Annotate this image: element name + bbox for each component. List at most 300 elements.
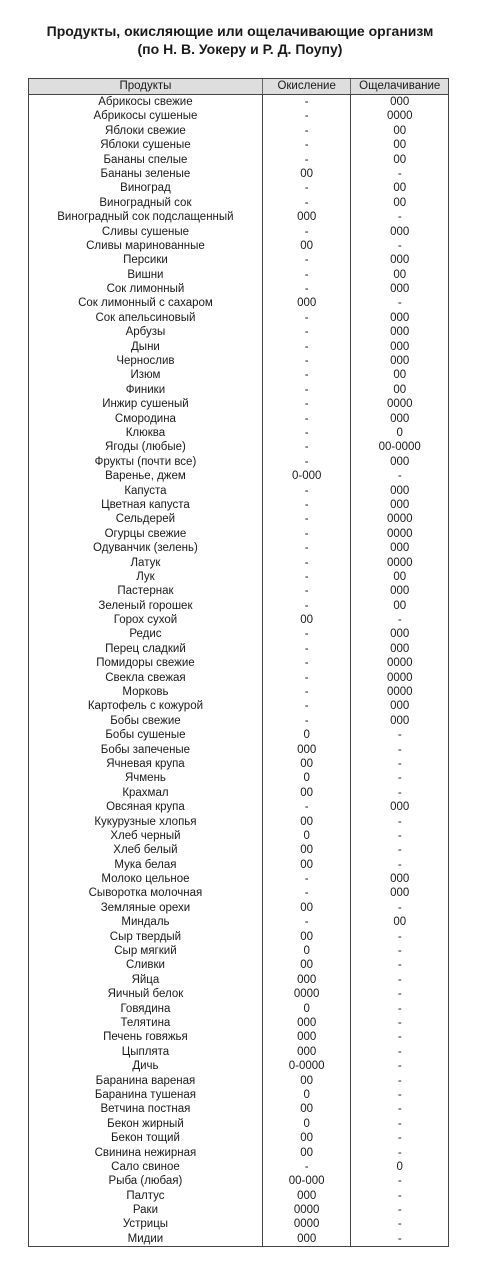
table-row — [29, 858, 448, 872]
table-row — [29, 714, 448, 728]
oxidation-cell: 0000 — [262, 1203, 351, 1217]
oxidation-cell: 00 — [262, 858, 351, 872]
table-row — [29, 426, 448, 440]
product-name-cell: Виноградный сок — [99, 196, 192, 209]
alkalization-cell: - — [350, 1203, 448, 1217]
table-row — [29, 95, 448, 109]
product-name-cell: Ячневая крупа — [106, 757, 185, 770]
table-row — [29, 901, 448, 915]
alkalization-cell: - — [350, 944, 448, 958]
table-row — [29, 469, 448, 483]
table-row — [29, 1174, 448, 1188]
oxidation-cell: - — [262, 109, 351, 123]
table-row — [29, 239, 448, 253]
product-name-cell: Пастернак — [117, 585, 174, 598]
product-name-cell: Сливы сушеные — [101, 225, 190, 238]
product-name-cell: Лук — [136, 570, 155, 583]
oxidation-cell: 000 — [262, 1189, 351, 1203]
product-name-cell: Ячмень — [124, 772, 166, 785]
title-line-1: Продукты, окисляющие или ощелачивающие организм — [46, 23, 434, 39]
table-row — [29, 872, 448, 886]
oxidation-cell: - — [262, 642, 351, 656]
alkalization-cell: 00 — [350, 153, 448, 167]
product-name-cell: Инжир сушеный — [102, 398, 189, 411]
table-row — [29, 656, 448, 670]
product-name-cell: Огурцы свежие — [104, 527, 187, 540]
product-name-cell: Сок лимонный с сахаром — [78, 297, 213, 310]
alkalization-cell: - — [350, 843, 448, 857]
oxidation-cell: 000 — [262, 743, 351, 757]
alkalization-cell: - — [350, 1146, 448, 1160]
oxidation-cell: 0-0000 — [262, 1059, 351, 1073]
alkalization-cell: - — [350, 930, 448, 944]
table-row — [29, 368, 448, 382]
oxidation-cell: - — [262, 340, 351, 354]
table-row — [29, 1045, 448, 1059]
alkalization-cell: - — [350, 167, 448, 181]
oxidation-cell: - — [262, 541, 351, 555]
table-row — [29, 642, 448, 656]
product-name-cell: Сыворотка молочная — [88, 887, 203, 900]
product-name-cell: Баранина тушеная — [94, 1088, 197, 1101]
oxidation-cell: - — [262, 800, 351, 814]
table-row — [29, 786, 448, 800]
product-name-cell: Капуста — [124, 484, 167, 497]
table-row — [29, 1059, 448, 1073]
alkalization-cell: 000 — [350, 541, 448, 555]
product-name-cell: Говядина — [120, 1002, 171, 1015]
table-row — [29, 1203, 448, 1217]
alkalization-cell: 00 — [350, 383, 448, 397]
alkalization-cell: - — [350, 1189, 448, 1203]
table-row — [29, 210, 448, 224]
alkalization-cell: - — [350, 743, 448, 757]
table-row — [29, 512, 448, 526]
oxidation-cell: 00 — [262, 1146, 351, 1160]
product-name-cell: Перец сладкий — [105, 642, 186, 655]
alkalization-cell: - — [350, 771, 448, 785]
alkalization-cell: 0000 — [350, 109, 448, 123]
table-row — [29, 699, 448, 713]
alkalization-cell: - — [350, 613, 448, 627]
product-name-cell: Морковь — [122, 686, 169, 699]
product-name-cell: Кукурузные хлопья — [94, 815, 197, 828]
alkalization-cell: - — [350, 1217, 448, 1231]
alkalization-cell: - — [350, 901, 448, 915]
table-row — [29, 1074, 448, 1088]
alkalization-cell: 000 — [350, 714, 448, 728]
oxidation-cell: - — [262, 498, 351, 512]
alkalization-cell: 000 — [350, 225, 448, 239]
alkalization-cell: 000 — [350, 412, 448, 426]
alkalization-cell: 00 — [350, 124, 448, 138]
table-body — [29, 95, 448, 1246]
alkalization-cell: - — [350, 1002, 448, 1016]
oxidation-cell: 00 — [262, 239, 351, 253]
product-name-cell: Печень говяжья — [103, 1031, 188, 1044]
product-name-cell: Мидии — [127, 1232, 164, 1245]
table-row — [29, 930, 448, 944]
table-row — [29, 584, 448, 598]
table-row — [29, 325, 448, 339]
product-name-cell: Абрикосы свежие — [98, 96, 193, 108]
product-name-cell: Редис — [129, 628, 162, 641]
table-row — [29, 383, 448, 397]
table-row — [29, 815, 448, 829]
table-row — [29, 1217, 448, 1231]
oxidation-cell: - — [262, 124, 351, 138]
oxidation-cell: - — [262, 872, 351, 886]
alkalization-cell: 000 — [350, 311, 448, 325]
table-bottom-border — [29, 1246, 448, 1247]
oxidation-cell: 0 — [262, 944, 351, 958]
alkalization-cell: 00 — [350, 268, 448, 282]
alkalization-cell: - — [350, 1059, 448, 1073]
table-row — [29, 843, 448, 857]
oxidation-cell: 00 — [262, 930, 351, 944]
oxidation-cell: - — [262, 383, 351, 397]
table-row — [29, 282, 448, 296]
product-name-cell: Свекла свежая — [105, 671, 186, 684]
table-row — [29, 354, 448, 368]
product-name-cell: Дыни — [131, 340, 160, 353]
table-row — [29, 1102, 448, 1116]
oxidation-cell: 0 — [262, 1002, 351, 1016]
product-name-cell: Горох сухой — [113, 614, 178, 627]
alkalization-cell: 00 — [350, 599, 448, 613]
oxidation-cell: - — [262, 627, 351, 641]
oxidation-cell: 000 — [262, 973, 351, 987]
product-name-cell: Яйца — [131, 973, 160, 986]
product-name-cell: Баранина вареная — [95, 1074, 196, 1087]
oxidation-cell: - — [262, 268, 351, 282]
product-name-cell: Сало свиное — [111, 1160, 180, 1173]
oxidation-cell: - — [262, 1160, 351, 1174]
oxidation-cell: 00 — [262, 958, 351, 972]
alkalization-cell: - — [350, 1030, 448, 1044]
alkalization-cell: - — [350, 1174, 448, 1188]
alkalization-cell: - — [350, 728, 448, 742]
alkalization-cell: 0000 — [350, 671, 448, 685]
alkalization-cell: 000 — [350, 642, 448, 656]
product-name-cell: Земляные орехи — [100, 901, 191, 914]
product-name-cell: Раки — [132, 1204, 159, 1217]
alkalization-cell: - — [350, 469, 448, 483]
oxidation-cell: - — [262, 282, 351, 296]
oxidation-cell: - — [262, 397, 351, 411]
oxidation-cell: - — [262, 599, 351, 613]
product-name-cell: Палтус — [126, 1189, 165, 1202]
oxidation-cell: 00 — [262, 786, 351, 800]
product-name-cell: Сливы маринованные — [86, 239, 205, 252]
product-name-cell: Арбузы — [125, 326, 166, 339]
table-row — [29, 1117, 448, 1131]
oxidation-cell: - — [262, 656, 351, 670]
oxidation-cell: - — [262, 556, 351, 570]
alkalization-cell: - — [350, 973, 448, 987]
oxidation-cell: - — [262, 138, 351, 152]
oxidation-cell: - — [262, 671, 351, 685]
product-name-cell: Зеленый горошек — [98, 599, 193, 612]
table-row — [29, 1131, 448, 1145]
table-row — [29, 138, 448, 152]
oxidation-cell: - — [262, 440, 351, 454]
oxidation-cell: - — [262, 426, 351, 440]
table-row — [29, 599, 448, 613]
table-header-row — [29, 78, 448, 95]
alkalization-cell: 000 — [350, 354, 448, 368]
table-row — [29, 225, 448, 239]
alkalization-cell: - — [350, 829, 448, 843]
alkalization-cell: 0000 — [350, 556, 448, 570]
table-row — [29, 613, 448, 627]
product-name-cell: Варенье, джем — [105, 470, 186, 483]
oxidation-cell: - — [262, 915, 351, 929]
product-name-cell: Помидоры свежие — [96, 657, 195, 670]
table-row — [29, 944, 448, 958]
product-name-cell: Хлеб белый — [113, 844, 178, 857]
product-name-cell: Миндаль — [121, 916, 170, 929]
oxidation-cell: - — [262, 512, 351, 526]
oxidation-cell: - — [262, 311, 351, 325]
table-row — [29, 340, 448, 354]
oxidation-cell: - — [262, 527, 351, 541]
table-row — [29, 771, 448, 785]
alkalization-cell: 000 — [350, 886, 448, 900]
oxidation-cell: 00 — [262, 843, 351, 857]
product-name-cell: Бобы запеченые — [100, 743, 191, 756]
oxidation-cell: 00 — [262, 1131, 351, 1145]
alkalization-cell: 000 — [350, 282, 448, 296]
product-name-cell: Бананы спелые — [103, 153, 188, 166]
table-row — [29, 973, 448, 987]
oxidation-cell: - — [262, 325, 351, 339]
product-name-cell: Финики — [125, 383, 166, 396]
table-row — [29, 1002, 448, 1016]
oxidation-cell: 000 — [262, 1030, 351, 1044]
product-name-cell: Фрукты (почти все) — [94, 455, 197, 468]
product-name-cell: Свинина нежирная — [94, 1146, 197, 1159]
product-name-cell: Вишни — [127, 268, 164, 281]
table-row — [29, 1189, 448, 1203]
product-name-cell: Изюм — [130, 369, 161, 382]
product-name-cell: Ветчина постная — [100, 1103, 191, 1116]
table-row — [29, 800, 448, 814]
table-row — [29, 958, 448, 972]
table-row — [29, 181, 448, 195]
alkalization-cell: 00 — [350, 570, 448, 584]
alkalization-cell: - — [350, 1074, 448, 1088]
alkalization-cell: - — [350, 1131, 448, 1145]
alkalization-cell: 000 — [350, 699, 448, 713]
product-name-cell: Бобы сушеные — [105, 729, 186, 742]
oxidation-cell: 0 — [262, 829, 351, 843]
product-name-cell: Ягоды (любые) — [105, 441, 186, 454]
table-row — [29, 1146, 448, 1160]
oxidation-cell: 00 — [262, 901, 351, 915]
oxidation-cell: 00 — [262, 815, 351, 829]
oxidation-cell: - — [262, 584, 351, 598]
oxidation-cell: 00-000 — [262, 1174, 351, 1188]
alkalization-cell: 0000 — [350, 527, 448, 541]
table-row — [29, 829, 448, 843]
product-name-cell: Виноград — [120, 182, 171, 195]
alkalization-cell: - — [350, 858, 448, 872]
oxidation-cell: - — [262, 368, 351, 382]
oxidation-cell: 0-000 — [262, 469, 351, 483]
table-row — [29, 153, 448, 167]
oxidation-cell: 00 — [262, 1074, 351, 1088]
alkalization-cell: 0 — [350, 1160, 448, 1174]
product-name-cell: Устрицы — [122, 1218, 169, 1231]
product-name-cell: Сок апельсиновый — [95, 311, 196, 324]
alkalization-cell: 000 — [350, 584, 448, 598]
product-name-cell: Дичь — [132, 1060, 159, 1073]
alkalization-cell: - — [350, 815, 448, 829]
oxidation-cell: 000 — [262, 210, 351, 224]
product-name-cell: Бекон жирный — [107, 1117, 184, 1130]
product-name-cell: Латук — [130, 556, 161, 569]
alkalization-cell: 0000 — [350, 656, 448, 670]
oxidation-cell: 000 — [262, 1016, 351, 1030]
oxidation-cell: 000 — [262, 296, 351, 310]
oxidation-cell: 00 — [262, 1102, 351, 1116]
table-row — [29, 109, 448, 123]
table-row — [29, 527, 448, 541]
oxidation-cell: 000 — [262, 1045, 351, 1059]
product-name-cell: Крахмал — [122, 786, 169, 799]
product-name-cell: Сок лимонный — [106, 283, 185, 296]
alkalization-cell: - — [350, 1016, 448, 1030]
alkalization-cell: 000 — [350, 325, 448, 339]
table-row — [29, 412, 448, 426]
alkalization-cell: 00-0000 — [350, 440, 448, 454]
alkalization-cell: 0 — [350, 426, 448, 440]
table-row — [29, 541, 448, 555]
table-row — [29, 1088, 448, 1102]
table-row — [29, 886, 448, 900]
alkalization-cell: - — [350, 296, 448, 310]
product-name-cell: Смородина — [114, 412, 176, 425]
oxidation-cell: - — [262, 153, 351, 167]
table-row — [29, 915, 448, 929]
alkalization-cell: 000 — [350, 800, 448, 814]
oxidation-cell: - — [262, 886, 351, 900]
oxidation-cell: - — [262, 455, 351, 469]
product-name-cell: Сыр твердый — [109, 930, 182, 943]
table-row — [29, 196, 448, 210]
oxidation-cell: - — [262, 354, 351, 368]
table-row — [29, 296, 448, 310]
table-row — [29, 685, 448, 699]
product-name-cell: Овсяная крупа — [106, 801, 185, 814]
product-name-cell: Чернослив — [116, 355, 175, 368]
alkalization-cell: 00 — [350, 138, 448, 152]
product-name-cell: Хлеб черный — [110, 829, 181, 842]
table-row — [29, 757, 448, 771]
oxidation-cell: 00 — [262, 757, 351, 771]
oxidation-cell: - — [262, 412, 351, 426]
alkalization-cell: - — [350, 1232, 448, 1246]
table-row — [29, 570, 448, 584]
alkalization-cell: 000 — [350, 498, 448, 512]
table-row — [29, 1016, 448, 1030]
product-name-cell: Цыплята — [121, 1045, 170, 1058]
alkalization-cell: 0000 — [350, 397, 448, 411]
product-name-cell: Виноградный сок подслащенный — [57, 211, 234, 224]
oxidation-cell: - — [262, 685, 351, 699]
product-name-cell: Цветная капуста — [101, 498, 190, 511]
table-row — [29, 728, 448, 742]
oxidation-cell: 0 — [262, 1117, 351, 1131]
alkalization-cell: 000 — [350, 253, 448, 267]
alkalization-cell: - — [350, 210, 448, 224]
table-row — [29, 671, 448, 685]
product-name-cell: Молоко цельное — [101, 873, 190, 886]
oxidation-cell: - — [262, 181, 351, 195]
alkalization-cell: - — [350, 786, 448, 800]
header-alkalization: Ощелачивание — [350, 79, 448, 94]
oxidation-cell: 000 — [262, 1232, 351, 1246]
oxidation-cell: 0 — [262, 771, 351, 785]
alkalization-cell: 0000 — [350, 685, 448, 699]
product-name-cell: Яблоки сушеные — [100, 139, 191, 152]
oxidation-cell: 0 — [262, 1088, 351, 1102]
product-name-cell: Сливки — [125, 959, 165, 972]
product-name-cell: Сыр мягкий — [114, 945, 177, 958]
product-name-cell: Персики — [123, 254, 168, 267]
table-row — [29, 268, 448, 282]
alkalization-cell: 00 — [350, 181, 448, 195]
alkalization-cell: - — [350, 987, 448, 1001]
oxidation-cell: - — [262, 484, 351, 498]
table-row — [29, 1232, 448, 1246]
table-row — [29, 484, 448, 498]
oxidation-cell: - — [262, 253, 351, 267]
alkalization-cell: 00 — [350, 196, 448, 210]
table-row — [29, 397, 448, 411]
table-row — [29, 311, 448, 325]
oxidation-cell: 00 — [262, 613, 351, 627]
product-name-cell: Яблоки свежие — [105, 124, 186, 137]
alkalization-cell: - — [350, 1045, 448, 1059]
oxidation-cell: - — [262, 196, 351, 210]
alkalization-cell: - — [350, 1102, 448, 1116]
product-name-cell: Абрикосы сушеные — [93, 110, 198, 123]
header-products: Продукты — [119, 80, 172, 92]
oxidation-cell: 0000 — [262, 1217, 351, 1231]
oxidation-cell: 0000 — [262, 987, 351, 1001]
product-name-cell: Яичный белок — [107, 988, 184, 1001]
product-name-cell: Одуванчик (зелень) — [93, 542, 198, 555]
alkalization-cell: - — [350, 1088, 448, 1102]
oxidation-cell: 00 — [262, 167, 351, 181]
product-name-cell: Клюква — [125, 426, 166, 439]
oxidation-cell: - — [262, 570, 351, 584]
alkalization-cell: - — [350, 757, 448, 771]
product-name-cell: Бананы зеленые — [100, 167, 191, 180]
alkalization-cell: 000 — [350, 872, 448, 886]
oxidation-cell: - — [262, 95, 351, 109]
table-row — [29, 124, 448, 138]
alkalization-cell: 00 — [350, 368, 448, 382]
oxidation-cell: 0 — [262, 728, 351, 742]
product-name-cell: Бобы свежие — [110, 714, 181, 727]
table-row — [29, 1030, 448, 1044]
products-table — [28, 78, 449, 1247]
alkalization-cell: - — [350, 958, 448, 972]
alkalization-cell: 0000 — [350, 512, 448, 526]
